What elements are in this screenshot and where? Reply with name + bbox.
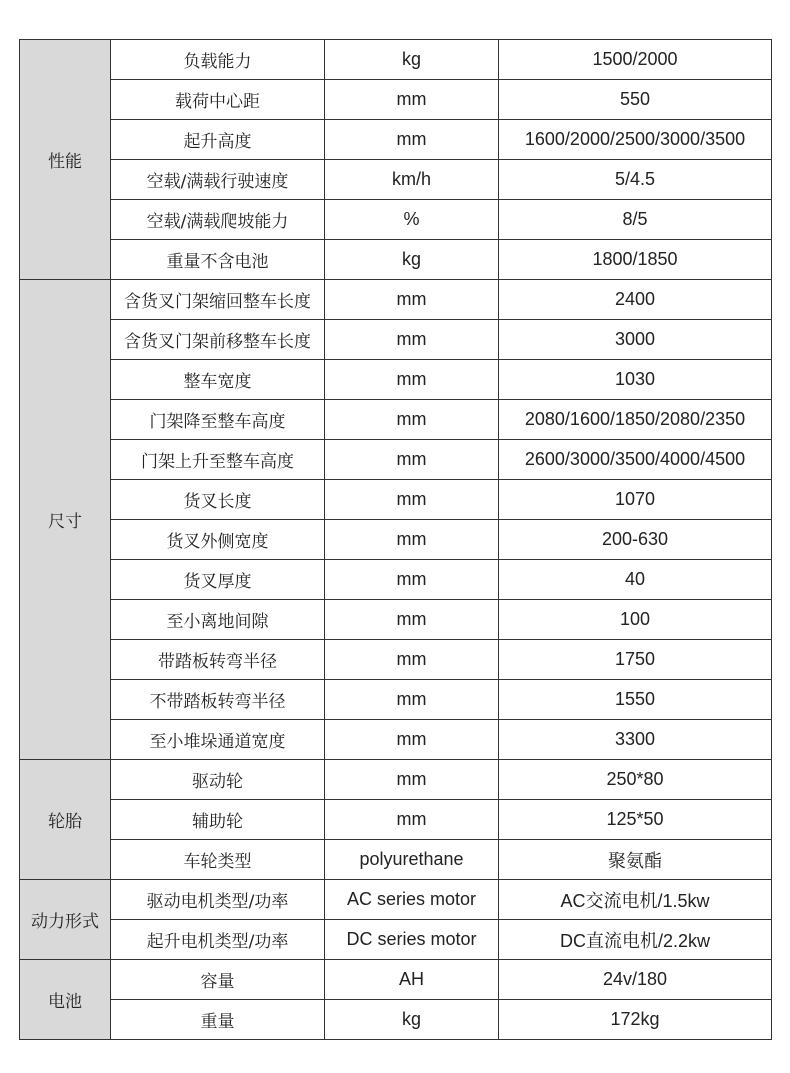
spec-unit: mm — [325, 640, 499, 680]
spec-item-name: 含货叉门架前移整车长度 — [111, 320, 325, 360]
spec-value: 1070 — [499, 480, 772, 520]
spec-value: 250*80 — [499, 760, 772, 800]
spec-value: 24v/180 — [499, 960, 772, 1000]
spec-unit: km/h — [325, 160, 499, 200]
spec-unit: mm — [325, 600, 499, 640]
spec-unit: mm — [325, 480, 499, 520]
spec-item-name: 门架上升至整车高度 — [111, 440, 325, 480]
spec-unit: kg — [325, 240, 499, 280]
table-row — [20, 640, 772, 680]
spec-value: 1030 — [499, 360, 772, 400]
group-label: 轮胎 — [20, 760, 111, 880]
spec-value: 2600/3000/3500/4000/4500 — [499, 440, 772, 480]
spec-value: 3000 — [499, 320, 772, 360]
spec-unit: mm — [325, 280, 499, 320]
spec-item-name: 辅助轮 — [111, 800, 325, 840]
spec-unit: mm — [325, 720, 499, 760]
spec-value: 2400 — [499, 280, 772, 320]
spec-unit: kg — [325, 1000, 499, 1040]
spec-item-name: 起升高度 — [111, 120, 325, 160]
spec-unit: AH — [325, 960, 499, 1000]
spec-table — [19, 39, 772, 1040]
group-label: 电池 — [20, 960, 111, 1040]
spec-unit: mm — [325, 80, 499, 120]
spec-value: 5/4.5 — [499, 160, 772, 200]
table-row — [20, 360, 772, 400]
spec-value: 200-630 — [499, 520, 772, 560]
spec-value: 100 — [499, 600, 772, 640]
spec-value: 2080/1600/1850/2080/2350 — [499, 400, 772, 440]
spec-item-name: 货叉外侧宽度 — [111, 520, 325, 560]
table-row — [20, 320, 772, 360]
spec-unit: mm — [325, 360, 499, 400]
spec-value: 聚氨酯 — [499, 840, 772, 880]
spec-value: 40 — [499, 560, 772, 600]
spec-unit: mm — [325, 760, 499, 800]
spec-unit: % — [325, 200, 499, 240]
spec-value: 8/5 — [499, 200, 772, 240]
group-label: 尺寸 — [20, 280, 111, 760]
table-row — [20, 560, 772, 600]
spec-item-name: 起升电机类型/功率 — [111, 920, 325, 960]
spec-item-name: 容量 — [111, 960, 325, 1000]
spec-value: 125*50 — [499, 800, 772, 840]
table-row — [20, 400, 772, 440]
spec-unit: mm — [325, 320, 499, 360]
table-row — [20, 80, 772, 120]
spec-item-name: 至小离地间隙 — [111, 600, 325, 640]
table-row — [20, 240, 772, 280]
table-row — [20, 120, 772, 160]
spec-value: DC直流电机/2.2kw — [499, 920, 772, 960]
spec-unit: mm — [325, 440, 499, 480]
spec-item-name: 空载/满载行驶速度 — [111, 160, 325, 200]
table-row — [20, 520, 772, 560]
spec-item-name: 驱动电机类型/功率 — [111, 880, 325, 920]
spec-value: AC交流电机/1.5kw — [499, 880, 772, 920]
spec-item-name: 带踏板转弯半径 — [111, 640, 325, 680]
table-row — [20, 440, 772, 480]
spec-unit: DC series motor — [325, 920, 499, 960]
spec-table-body — [20, 40, 772, 1040]
spec-unit: mm — [325, 680, 499, 720]
table-row — [20, 720, 772, 760]
spec-item-name: 门架降至整车高度 — [111, 400, 325, 440]
spec-value: 172kg — [499, 1000, 772, 1040]
table-row — [20, 280, 772, 320]
spec-value: 1800/1850 — [499, 240, 772, 280]
spec-unit: mm — [325, 560, 499, 600]
spec-item-name: 含货叉门架缩回整车长度 — [111, 280, 325, 320]
spec-value: 1550 — [499, 680, 772, 720]
spec-item-name: 不带踏板转弯半径 — [111, 680, 325, 720]
spec-item-name: 货叉厚度 — [111, 560, 325, 600]
spec-unit: polyurethane — [325, 840, 499, 880]
spec-item-name: 重量不含电池 — [111, 240, 325, 280]
table-row — [20, 960, 772, 1000]
spec-item-name: 车轮类型 — [111, 840, 325, 880]
spec-value: 1600/2000/2500/3000/3500 — [499, 120, 772, 160]
spec-item-name: 负载能力 — [111, 40, 325, 80]
spec-item-name: 至小堆垛通道宽度 — [111, 720, 325, 760]
spec-item-name: 重量 — [111, 1000, 325, 1040]
table-row — [20, 760, 772, 800]
spec-item-name: 整车宽度 — [111, 360, 325, 400]
spec-value: 3300 — [499, 720, 772, 760]
table-row — [20, 160, 772, 200]
spec-value: 550 — [499, 80, 772, 120]
table-row — [20, 40, 772, 80]
spec-item-name: 货叉长度 — [111, 480, 325, 520]
spec-item-name: 驱动轮 — [111, 760, 325, 800]
spec-unit: mm — [325, 400, 499, 440]
spec-unit: mm — [325, 520, 499, 560]
table-row — [20, 600, 772, 640]
table-row — [20, 840, 772, 880]
spec-item-name: 载荷中心距 — [111, 80, 325, 120]
spec-unit: kg — [325, 40, 499, 80]
group-label: 动力形式 — [20, 880, 111, 960]
spec-item-name: 空载/满载爬坡能力 — [111, 200, 325, 240]
table-row — [20, 880, 772, 920]
table-row — [20, 680, 772, 720]
table-row — [20, 480, 772, 520]
table-row — [20, 200, 772, 240]
spec-unit: AC series motor — [325, 880, 499, 920]
spec-unit: mm — [325, 120, 499, 160]
spec-unit: mm — [325, 800, 499, 840]
group-label: 性能 — [20, 40, 111, 280]
spec-value: 1750 — [499, 640, 772, 680]
table-row — [20, 800, 772, 840]
table-row — [20, 1000, 772, 1040]
spec-value: 1500/2000 — [499, 40, 772, 80]
table-row — [20, 920, 772, 960]
